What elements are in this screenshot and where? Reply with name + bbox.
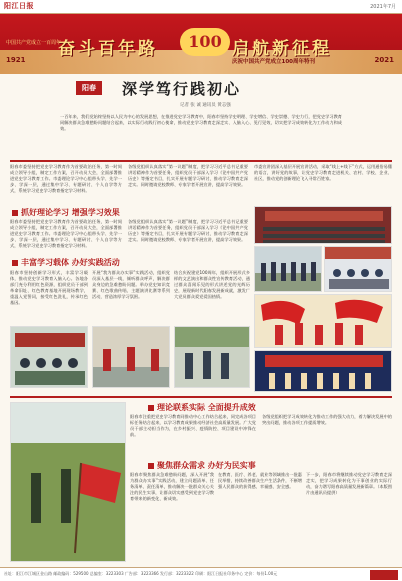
year-end: 2021 [374, 56, 394, 64]
article-text: 结合庆祝建党100周年，组织开展形式多样的文艺演出和群众性宣传教育活动，通过群众喜闻乐见的形式讲述党的光辉历史，展现新时代阳春发展新成就，激发广大党员群众爱党爱国热情。 [174, 270, 250, 299]
banner-subtitle: 庆祝中国共产党成立100周年特刊 [232, 59, 315, 65]
section-heading [12, 207, 120, 218]
section-heading [148, 460, 256, 471]
masthead [0, 0, 402, 14]
section-marker-icon [12, 260, 18, 266]
centenary-badge: 100 [180, 28, 230, 56]
section-heading-text: 理论联系实际 全面提升成效 [157, 402, 256, 412]
article-text: 开展“我为群众办实事”实践活动，组织党员深入基层一线，倾听群众呼声，解决群众身边的急难愁盼问题。举办党史知识竞赛、红色歌曲传唱、主题演讲比赛等系列活动，营造浓厚学习氛围。 [92, 270, 170, 299]
footer-logo [370, 570, 398, 580]
section-marker-icon [12, 210, 18, 216]
section-heading [148, 402, 256, 413]
section-heading [12, 257, 120, 268]
section-marker-icon [148, 463, 154, 469]
edition-date: 2021年7月 [370, 4, 396, 10]
photo-conference-hall [254, 206, 392, 244]
photo-meeting [324, 246, 392, 292]
photo-group-outdoor [254, 246, 322, 292]
lead-paragraph: 一百年来，我们党始终坚持以人民为中心的发展思想，在推进党史学习教育中，阳春市坚持学史明理、学史增信、学史崇德、学史力行，把党史学习教育同解决群众急难愁盼问题结合起来，以实际行动践行初心使命，推动党史学习教育走深走实、入脑入心、见行见效，切实把学习成效转化为工作动力和成效。 [60, 114, 342, 131]
section-divider [10, 396, 392, 398]
article-text: 阳春市委坚持把党史学习教育作为首要政治任务，第一时间成立领导小组，制定工作方案，召开动员大会，全面部署推进党史学习教育工作。市委理论学习中心组带头学、先学一步、学深一层，通过集中学习、专题研讨、个人自学等方式，系统学习党史学习教育指定学习材料。 [10, 164, 122, 193]
article-text: 阳春市坚持创新学习形式，丰富学习载体，推动党史学习教育入脑入心。各地各部门充分利用红色资源，组织党员干部到革命旧址、红色教育基地开展现场教学，重温入党誓词，接受红色洗礼，传承红色基因。 [10, 270, 88, 305]
section-heading-text: 聚焦群众需求 办好为民实事 [157, 460, 256, 470]
section-marker-icon [148, 405, 154, 411]
article-text: 阳春市聚焦群众急难愁盼问题，深入开展“我为群众办实事”实践活动，建立问题清单、任务清单、责任清单，推动解决一批群众关心关注的民生实事，让群众切实感受到党史学习教育带来的新变化、新成效。 [130, 472, 214, 501]
banner-left-caption: 中国共产党成立一百周年 [6, 40, 62, 46]
page-title: 深学笃行践初心 [122, 80, 242, 98]
article-text: 各级党组织认真落实“第一议题”制度，把学习习近平总书记重要讲话精神作为首要任务，组织党员干部深入学习《论中国共产党历史》等指定书目，扎实开展专题学习研讨，推动学习教育走深走实。同时邀请党校教师、专家学者开展宣讲，提高学习效果。 [128, 164, 248, 187]
article-text: 各级党组织把学习成效转化为推动工作的强大动力，着力解决发展中的突出问题，推动各项工作提质增效。 [262, 414, 392, 425]
article-text: 下一步，阳春市将继续推动党史学习教育走深走实，把学习成果转化为干事创业的实际行动，奋力谱写阳春高质量发展新篇章。（本版图片由通讯员提供） [306, 472, 392, 495]
footer [0, 567, 402, 581]
photo-stage-performance [254, 350, 392, 392]
special-issue-banner [0, 14, 402, 74]
photo-visit [174, 326, 250, 388]
section-heading-text: 抓好理论学习 增强学习效果 [21, 207, 120, 217]
photo-street-volunteers [92, 326, 170, 388]
footer-info: 社址：阳江市江城区金山路 邮政编码：529500 总编室：3223303 广告部：3223366 发行部：3223322 印刷：阳江日报社印务中心 定价：每份1.00元 [4, 571, 278, 576]
year-start: 1921 [6, 56, 26, 64]
column-tag: 阳春 [76, 81, 102, 95]
article-text: 阳春市注重把党史学习教育同推动中心工作结合起来，同完成各项目标任务结合起来，以学习教育成果推动经济社会高质量发展。广大党员干部主动担当作为，在乡村振兴、疫情防控、项目建设中冲锋在前。 [130, 414, 256, 437]
article-text: 在教育、医疗、养老、就业等领域推出一批惠民举措，持续改善群众生产生活条件，不断增强人民群众的获得感、幸福感、安全感。 [218, 472, 302, 489]
article-text: 各级党组织认真落实“第一议题”制度，把学习习近平总书记重要讲话精神作为首要任务，组织党员干部深入学习《论中国共产党历史》等指定书目，扎实开展专题学习研讨，推动学习教育走深走实。同时邀请党校教师、专家学者开展宣讲，提高学习效果。 [128, 219, 248, 242]
article-text: 市委宣讲团深入基层开展宣讲活动，采取“线上+线下”方式，运用通俗易懂的语言，讲好党的故事，让党史学习教育走进机关、农村、学校、企业、社区，推动党的创新理论飞入寻常百姓家。 [254, 164, 392, 181]
paper-name: 阳江日报 [4, 2, 34, 10]
banner-title-left: 奋斗百年路 [58, 39, 158, 59]
section-divider [10, 160, 392, 162]
photo-flag-dance [254, 294, 392, 348]
photo-ceremony [10, 326, 88, 388]
photo-field-with-flag [10, 402, 126, 562]
section-heading-text: 丰富学习载体 办好实践活动 [21, 257, 120, 267]
article-text: 阳春市委坚持把党史学习教育作为首要政治任务，第一时间成立领导小组，制定工作方案，召开动员大会，全面部署推进党史学习教育工作。市委理论学习中心组带头学、先学一步、学深一层，通过集中学习、专题研讨、个人自学等方式，系统学习党史学习教育指定学习材料。 [10, 219, 122, 248]
banner-title-right: 启航新征程 [232, 39, 332, 59]
byline: 记者 张 诚 通讯员 黄志强 [180, 103, 231, 108]
